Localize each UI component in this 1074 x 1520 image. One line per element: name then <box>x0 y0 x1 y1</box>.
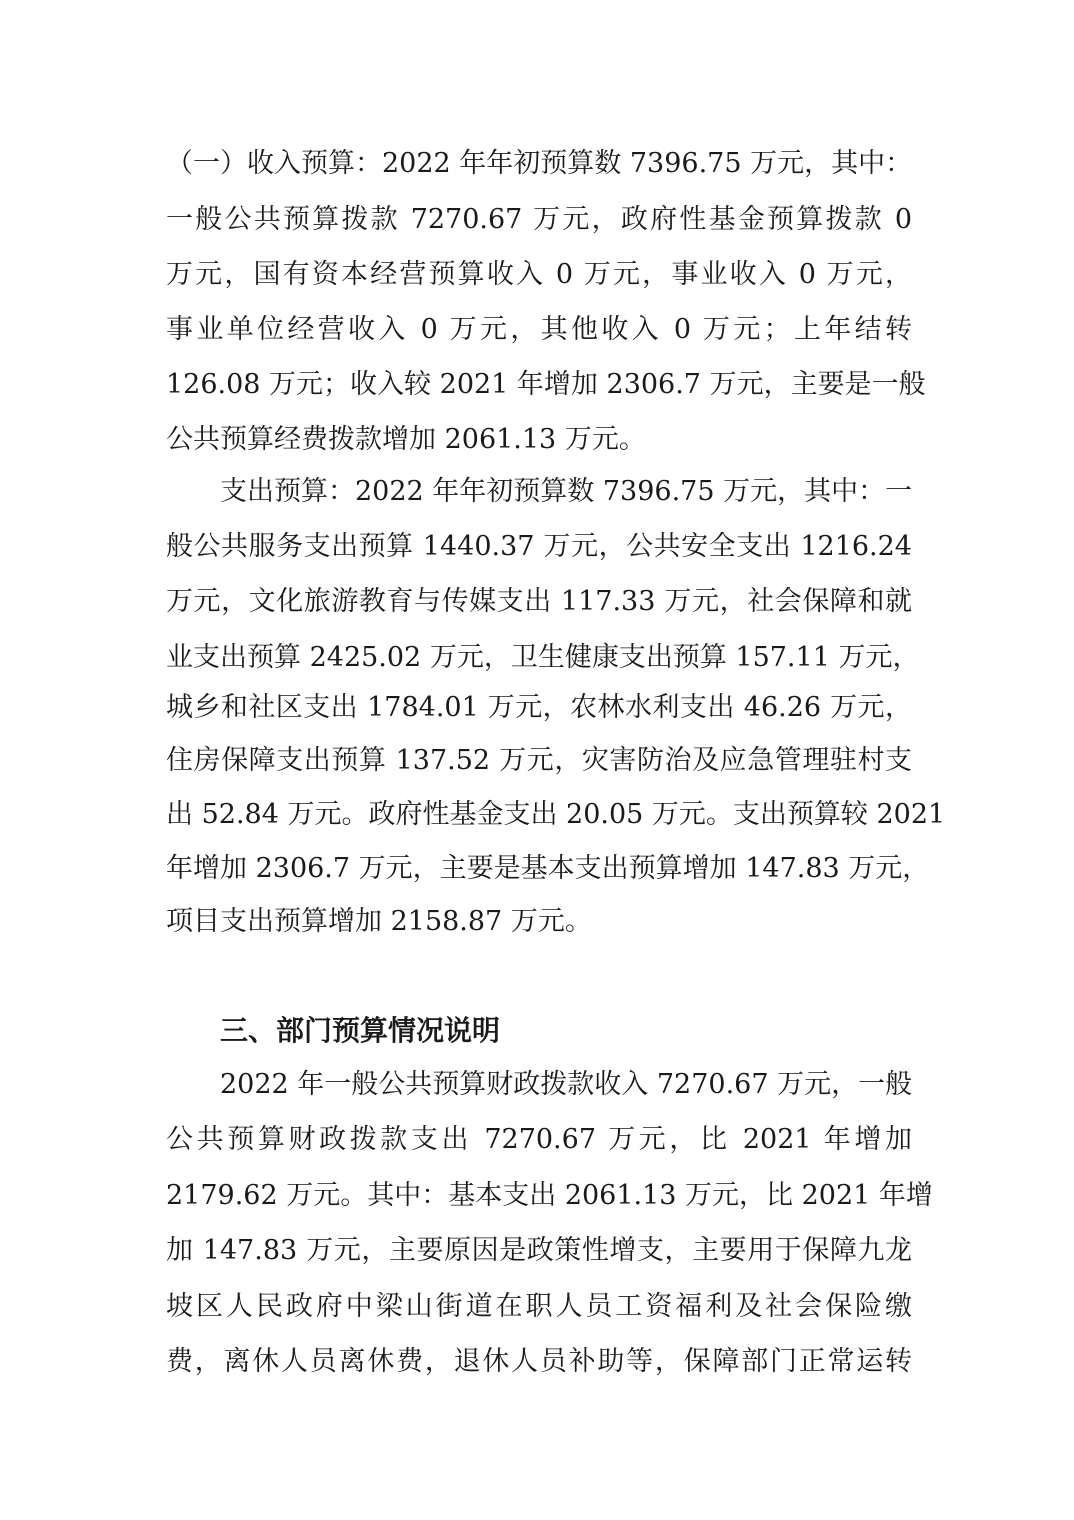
expenditure-line-4: 业支出预算 2425.02 万元，卫生健康支出预算 157.11 万元， <box>166 642 920 673</box>
section-line-5: 坡区人民政府中梁山街道在职人员工资福利及社会保险缴 <box>166 1291 912 1322</box>
expenditure-line-7: 出 52.84 万元。政府性基金支出 20.05 万元。支出预算较 2021 <box>166 799 946 830</box>
expenditure-line-3: 万元，文化旅游教育与传媒支出 117.33 万元，社会保障和就 <box>166 586 912 617</box>
expenditure-line-5: 城乡和社区支出 1784.01 万元，农林水利支出 46.26 万元， <box>166 692 912 723</box>
expenditure-line-9: 项目支出预算增加 2158.87 万元。 <box>166 906 592 937</box>
section-line-2: 公共预算财政拨款支出 7270.67 万元，比 2021 年增加 <box>166 1124 912 1155</box>
income-line-6: 公共预算经费拨款增加 2061.13 万元。 <box>166 424 646 455</box>
expenditure-line-1: 支出预算：2022 年年初预算数 7396.75 万元，其中：一 <box>220 476 913 507</box>
expenditure-line-8: 年增加 2306.7 万元，主要是基本支出预算增加 147.83 万元， <box>166 853 930 884</box>
expenditure-line-6: 住房保障支出预算 137.52 万元，灾害防治及应急管理驻村支 <box>166 745 912 776</box>
section-line-6: 费，离休人员离休费，退休人员补助等，保障部门正常运转 <box>166 1346 912 1377</box>
section-heading: 三、部门预算情况说明 <box>220 1014 501 1047</box>
income-line-4: 事业单位经营收入 0 万元，其他收入 0 万元；上年结转 <box>166 314 912 345</box>
expenditure-line-2: 般公共服务支出预算 1440.37 万元，公共安全支出 1216.24 <box>166 531 912 562</box>
income-line-3: 万元，国有资本经营预算收入 0 万元，事业收入 0 万元， <box>166 259 912 290</box>
income-line-1: （一）收入预算：2022 年年初预算数 7396.75 万元，其中： <box>166 148 913 179</box>
section-line-1: 2022 年一般公共预算财政拨款收入 7270.67 万元，一般 <box>220 1069 913 1100</box>
income-line-5: 126.08 万元；收入较 2021 年增加 2306.7 万元，主要是一般 <box>166 369 926 400</box>
section-line-4: 加 147.83 万元，主要原因是政策性增支，主要用于保障九龙 <box>166 1235 912 1266</box>
income-line-2: 一般公共预算拨款 7270.67 万元，政府性基金预算拨款 0 <box>166 204 912 235</box>
section-line-3: 2179.62 万元。其中：基本支出 2061.13 万元，比 2021 年增 <box>166 1180 933 1211</box>
